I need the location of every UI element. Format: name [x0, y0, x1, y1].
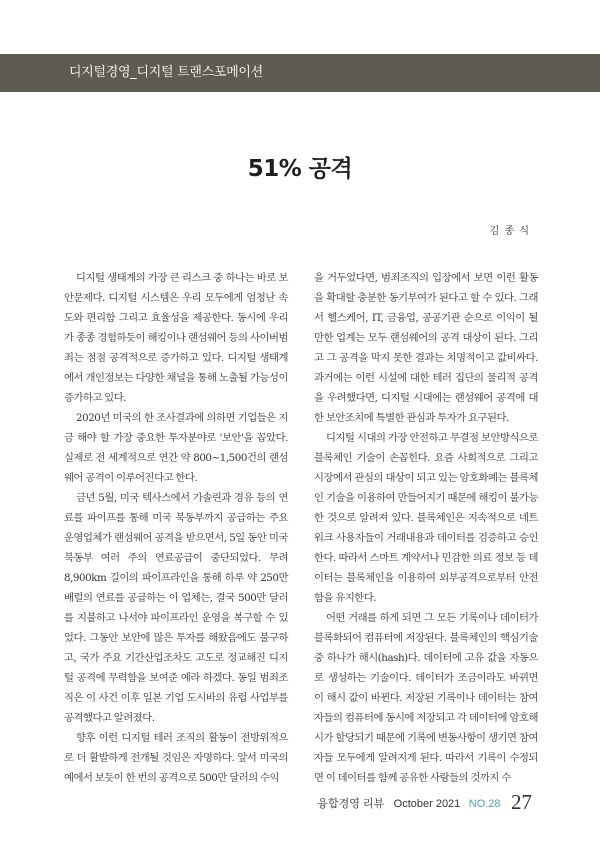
body-column-left [64, 268, 288, 788]
section-header-band [0, 54, 600, 92]
page-number: 27 [511, 790, 532, 814]
journal-name: 융합경영 리뷰 [317, 798, 385, 810]
paragraph: 어떤 거래를 하게 되면 그 모든 기록이나 데이터가 블록화되어 컴퓨터에 저장된다. 블록체인의 핵심기술 중 하나가 해시(hash)다. 데이터에 고유 값을 자동으로 생성하는 기술이다. 데이터가 조금이라도 바뀌면 이 해시 값이 바뀐다. 저장된 기록이나 데이터는 참여자들의 컴퓨터에 동시에 저장되고 각 데이터에 암호해시가 할당되기 때문에 기록에 변동사항이 생기면 참여자들 모두에게 알려지게 된다. 따라서 기록이 수정되면 이 데이터를 함께 공유한 사람들의 것까지 수 [314, 612, 538, 784]
paragraph: 2020년 미국의 한 조사결과에 의하면 기업들은 지금 해야 할 가장 중요한 투자분야로 '보안'을 꼽았다. 실제로 전 세계적으로 연간 약 800~1,500건의 랜섬웨어 공격이 이루어진다고 한다. [64, 412, 288, 484]
paragraph-continued: 을 거두었다면, 범죄조직의 입장에서 보면 이런 활동을 확대할 충분한 동기부여가 된다고 할 수 있다. 그래서 헬스케어, IT, 금융업, 공공기관 순으로 이익이 될 만한 업계는 모두 랜섬웨어의 공격 대상이 된다. 그리고 그 공격을 막지 못한 결과는 치명적이고 값비싸다. 과거에는 이런 시설에 대한 테러 집단의 물리적 공격을 우려했다면, 디지털 시대에는 랜섬웨어 공격에 대한 보안조치에 특별한 관심과 투자가 요구된다. [314, 272, 538, 424]
page-footer [317, 790, 532, 815]
paragraph: 디지털 시대의 가장 안전하고 무결점 보안방식으로 블록체인 기술이 손꼽힌다. 요즘 사회적으로 그리고 시장에서 관심의 대상이 되고 있는 암호화폐는 블록체인 기술을 이용하여 만들어지기 때문에 해킹이 불가능한 것으로 알려져 있다. 블록체인은 지속적으로 네트워크 사용자들이 거래내용과 데이터를 검증하고 승인한다. 따라서 스마트 계약서나 민감한 의료 정보 등 데이터는 블록체인을 이용하여 외부공격으로부터 안전함을 유지한다. [314, 432, 538, 604]
article-author: 김 종 식 [489, 226, 530, 237]
paragraph: 디지털 생태계의 가장 큰 리스크 중 하나는 바로 보안문제다. 디지털 시스템은 우리 모두에게 엄청난 속도와 편리함 그리고 효율성을 제공한다. 동시에 우리가 종종 경험하듯이 해킹이나 랜섬웨어 등의 사이버범죄는 점점 공격적으로 증가하고 있다. 디지털 생태계에서 개인정보는 다양한 채널을 통해 노출될 가능성이 증가하고 있다. [64, 272, 288, 404]
paragraph: 향후 이런 디지털 테러 조직의 활동이 전방위적으로 더 활발하게 전개될 것임은 자명하다. 앞서 미국의 예에서 보듯이 한 번의 공격으로 500만 달러의 수익 [64, 732, 288, 784]
paragraph: 금년 5월, 미국 텍사스에서 가솔린과 경유 등의 연료를 파이프를 통해 미국 북동부까지 공급하는 주요 운영업체가 랜섬웨어 공격을 받으면서, 5일 동안 미국 북동부 여러 주의 연료공급이 중단되었다. 무려 8,900km 길이의 파이프라인을 통해 하루 약 250만 배럴의 연료를 공급하는 이 업체는, 결국 500만 달러를 지불하고 나서야 파이프라인 운영을 복구할 수 있었다. 그동안 보안에 많은 투자를 해왔음에도 불구하고, 국가 주요 기간산업조차도 고도로 정교해진 디지털 공격에 무력함을 보여준 예라 하겠다. 동일 범죄조직은 이 사건 이후 일본 기업 도시바의 유럽 사업부를 공격했다고 알려졌다. [64, 492, 288, 724]
section-label: 디지털경영_디지털 트랜스포메이션 [69, 65, 263, 80]
article-title: 51% 공격 [247, 156, 353, 182]
issue-date: October 2021 [393, 798, 461, 810]
body-column-right [314, 268, 538, 788]
issue-number: NO.28 [468, 798, 501, 810]
